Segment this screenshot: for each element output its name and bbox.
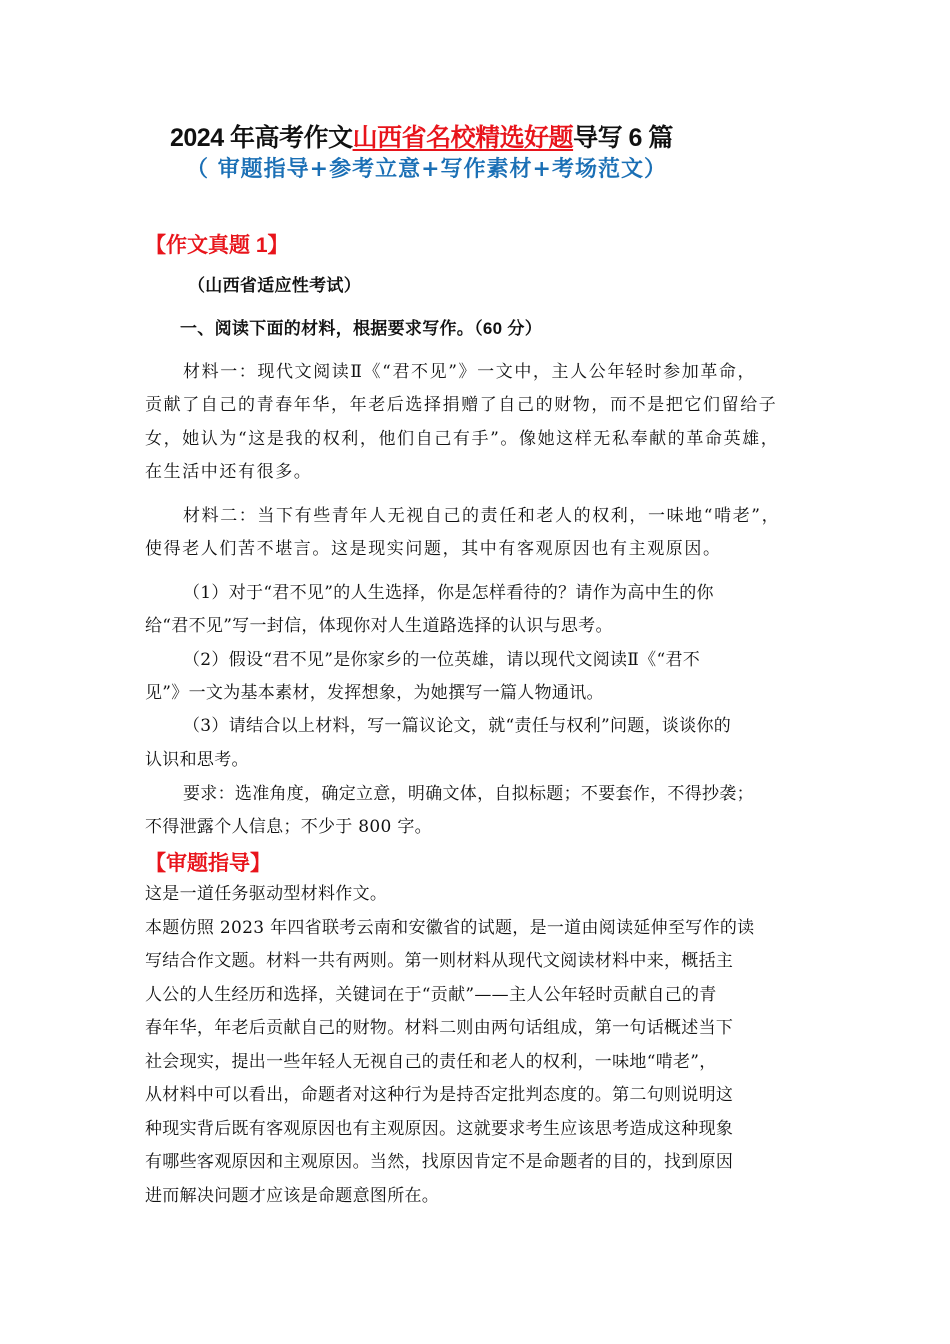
guidance-line: 人公的人生经历和选择，关键词在于“贡献”——主人公年轻时贡献自己的青 [145, 985, 717, 1005]
guidance-line: 写结合作文题。材料一共有两则。第一则材料从现代文阅读材料中来，概括主 [145, 951, 734, 971]
guidance-line: 有哪些客观原因和主观原因。当然，找原因肯定不是命题者的目的，找到原因 [145, 1152, 734, 1172]
document-subtitle: （ 审题指导+参考立意+写作素材+考场范文） [186, 156, 667, 182]
prompt-source: （山西省适应性考试） [188, 276, 361, 295]
task-line: 见”》一文为基本素材，发挥想象，为她撰写一篇人物通讯。 [145, 683, 604, 703]
task-line: （3）请结合以上材料，写一篇议论文，就“责任与权利”问题，谈谈你的 [183, 716, 732, 736]
section-heading-prompt: 【作文真题 1】 [145, 234, 289, 257]
material2-line: 材料二：当下有些青年人无视自己的责任和老人的权利，一味地“啃老”， [183, 506, 781, 526]
requirement-line: 不得泄露个人信息；不少于 800 字。 [145, 817, 432, 837]
prompt-instruction: 一、阅读下面的材料，根据要求写作。（60 分） [180, 319, 543, 338]
task-line: （1）对于“君不见”的人生选择，你是怎样看待的？请作为高中生的你 [183, 583, 714, 603]
guidance-line: 进而解决问题才应该是命题意图所在。 [145, 1186, 440, 1206]
guidance-line: 这是一道任务驱动型材料作文。 [145, 884, 388, 904]
material2-line: 使得老人们苦不堪言。这是现实问题，其中有客观原因也有主观原因。 [145, 539, 722, 559]
title-prefix: 2024 年高考作文 [170, 124, 353, 152]
document-title [170, 118, 673, 154]
guidance-line: 社会现实，提出一些年轻人无视自己的责任和老人的权利，一味地“啃老”， [145, 1052, 717, 1072]
title-suffix: 导写 6 篇 [573, 124, 673, 152]
material1-line: 女，她认为“这是我的权利，他们自己有手”。像她这样无私奉献的革命英雄， [145, 429, 780, 449]
guidance-line: 种现实背后既有客观原因也有主观原因。这就要求考生应该思考造成这种现象 [145, 1119, 734, 1139]
task-line: 给“君不见”写一封信，体现你对人生道路选择的认识与思考。 [145, 616, 613, 636]
guidance-line: 本题仿照 2023 年四省联考云南和安徽省的试题，是一道由阅读延伸至写作的读 [145, 918, 755, 938]
task-line: 认识和思考。 [145, 750, 249, 770]
title-highlight: 山西省名校精选好题 [352, 124, 574, 152]
material1-line: 材料一：现代文阅读Ⅱ《“君不见”》一文中，主人公年轻时参加革命， [183, 362, 757, 382]
requirement-line: 要求：选准角度，确定立意，明确文体，自拟标题；不要套作，不得抄袭； [183, 784, 754, 804]
material1-line: 在生活中还有很多。 [145, 462, 313, 482]
task-line: （2）假设“君不见”是你家乡的一位英雄，请以现代文阅读Ⅱ《“君不 [183, 650, 701, 670]
material1-line: 贡献了自己的青春年华，年老后选择捐赠了自己的财物，而不是把它们留给子 [145, 395, 778, 415]
guidance-line: 春年华，年老后贡献自己的财物。材料二则由两句话组成，第一句话概述当下 [145, 1018, 734, 1038]
guidance-line: 从材料中可以看出，命题者对这种行为是持否定批判态度的。第二句则说明这 [145, 1085, 734, 1105]
section-heading-guidance: 【审题指导】 [145, 852, 271, 875]
